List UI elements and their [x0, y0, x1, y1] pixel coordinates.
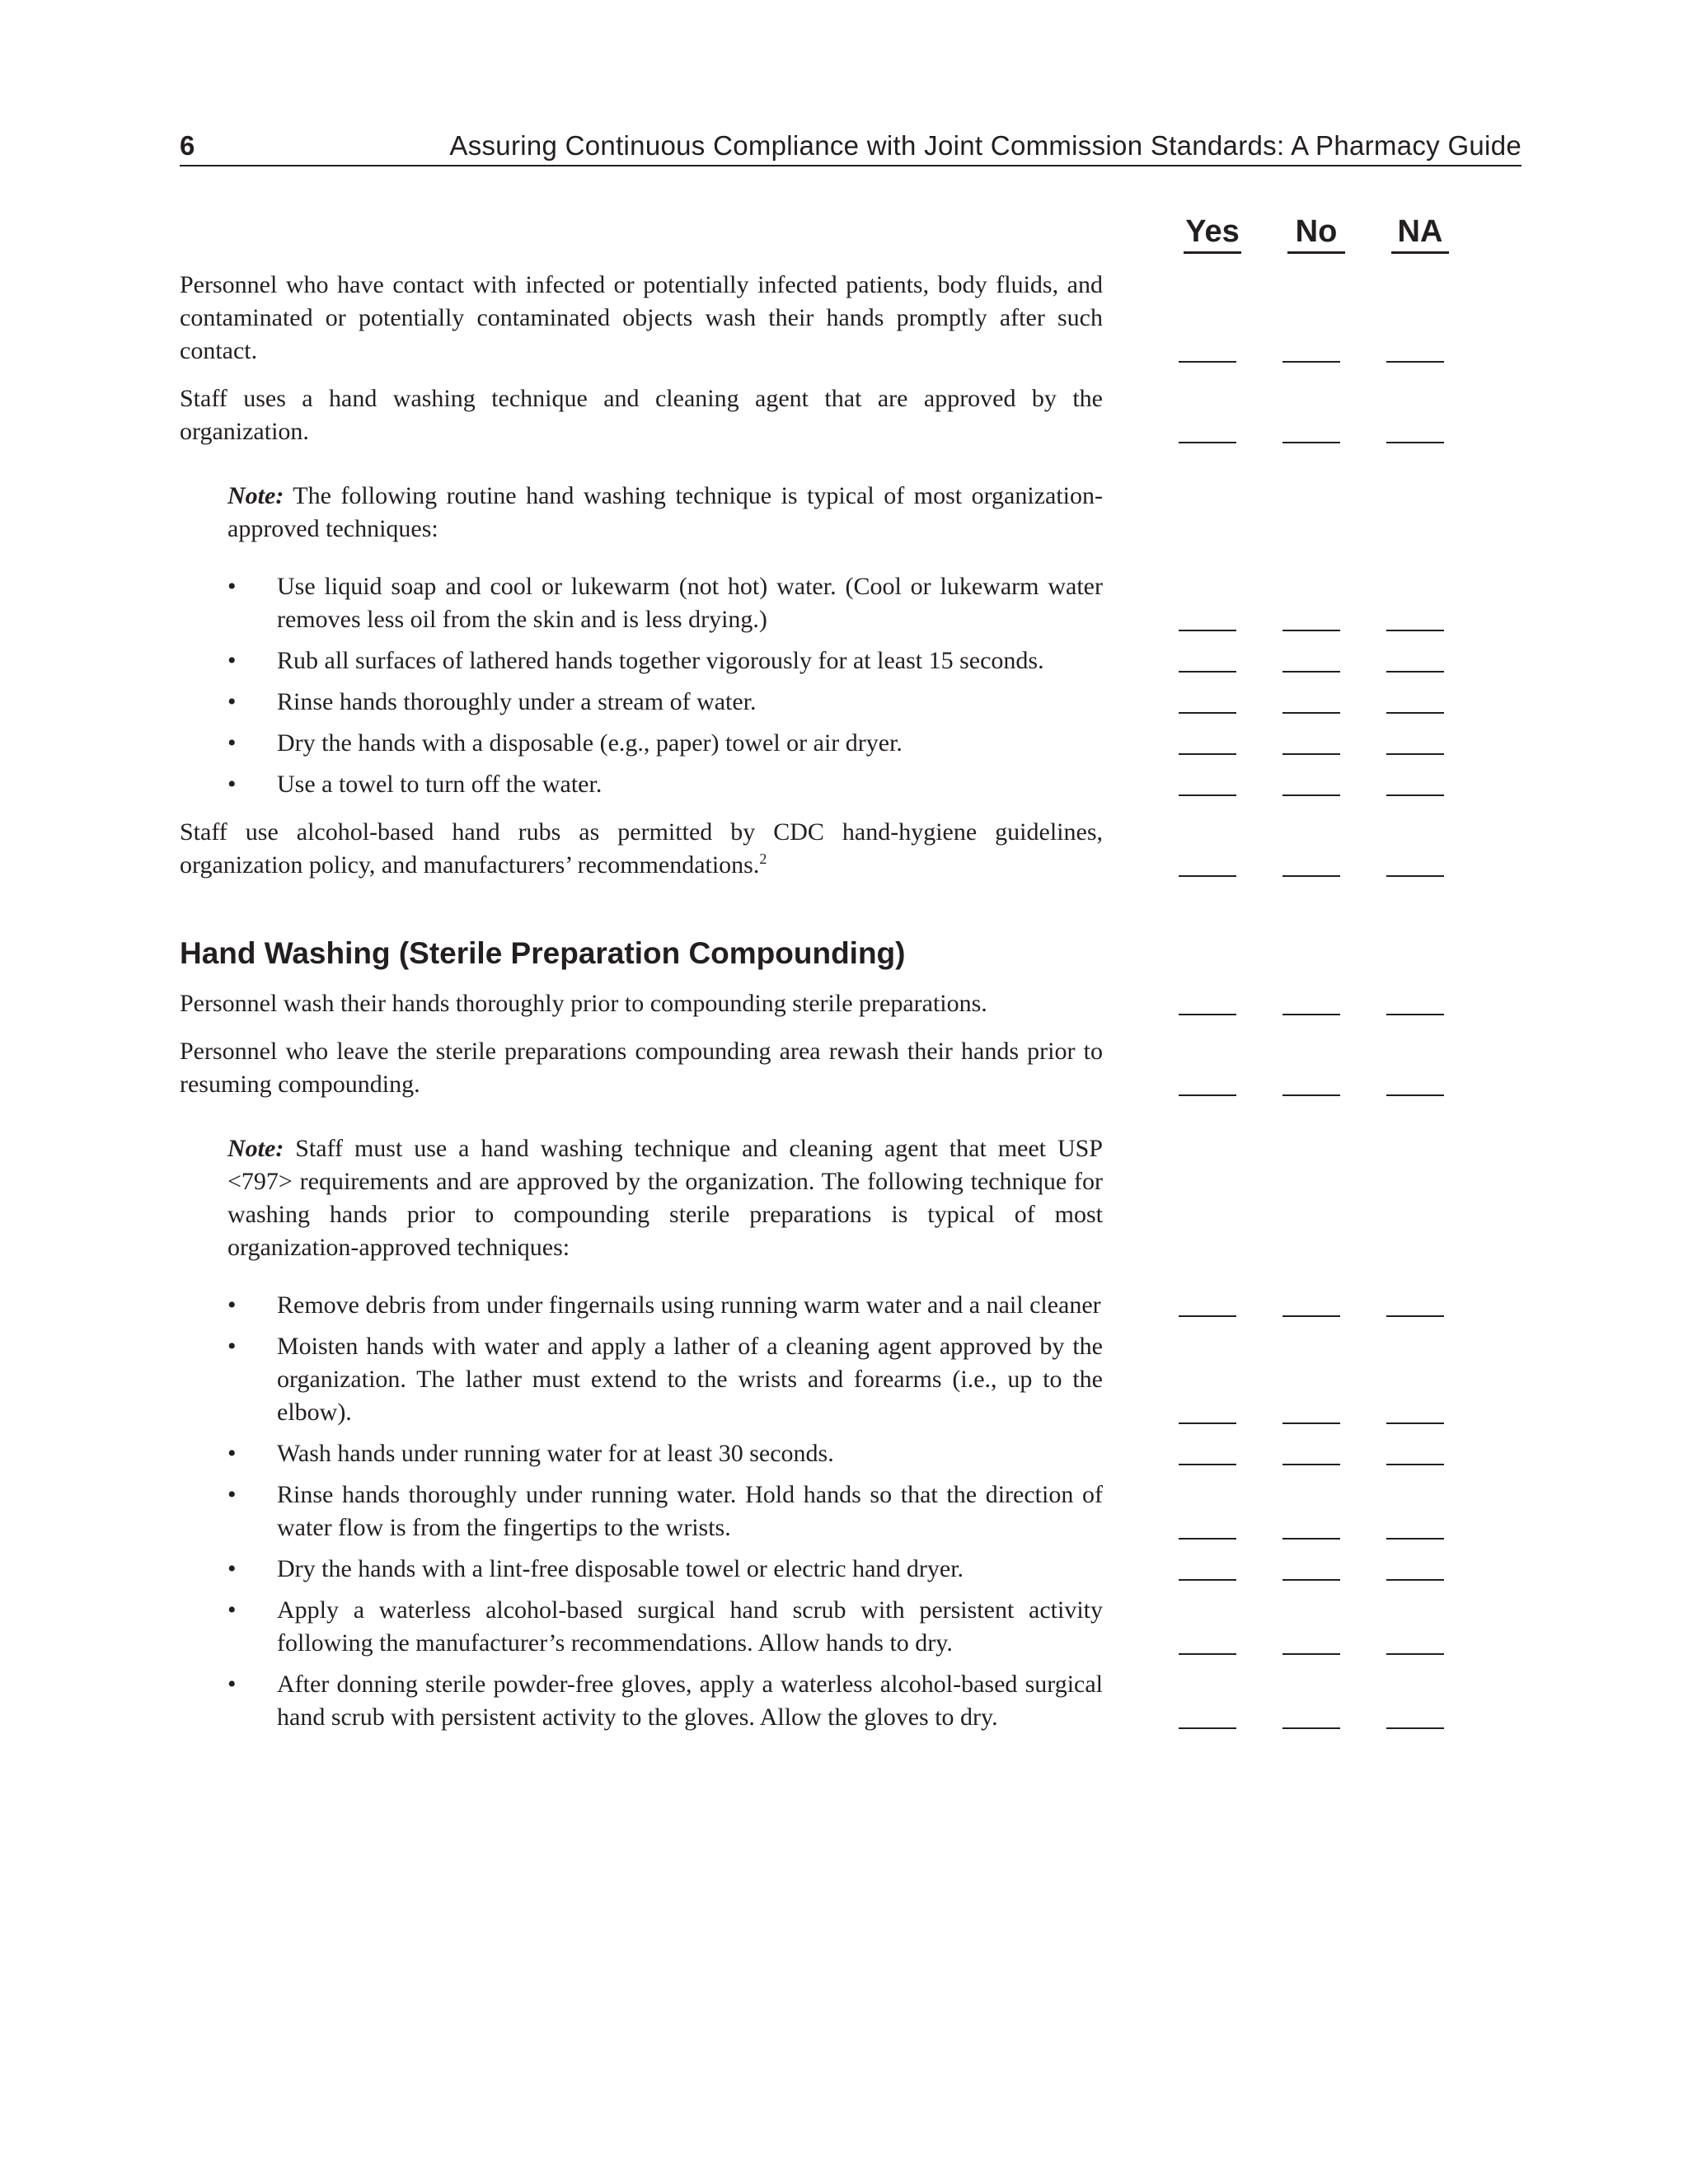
- na-blank[interactable]: [1386, 1538, 1444, 1540]
- bullet-symbol: •: [227, 1440, 237, 1467]
- note-text: The following routine hand washing technique is typical of most organization-approved techniques:: [227, 482, 1103, 542]
- bullet-symbol: •: [227, 1555, 237, 1582]
- bullet-text: Rub all surfaces of lathered hands together vigorously for at least 15 seconds.: [277, 647, 1044, 674]
- no-blank[interactable]: [1282, 361, 1340, 363]
- no-blank[interactable]: [1282, 1727, 1340, 1729]
- bullet-text: After donning sterile powder-free gloves, apply a waterless alcohol-based surgical hand scrub with persistent activity to the gloves. Allow the gloves to dry.: [277, 1671, 1103, 1731]
- note-label: Note:: [227, 1135, 284, 1162]
- bullet-item: [180, 570, 1522, 636]
- bullet-item: [180, 1553, 1522, 1586]
- column-headers: [180, 214, 1449, 254]
- yes-blank[interactable]: [1179, 1464, 1236, 1465]
- note: [180, 1132, 1103, 1264]
- no-blank[interactable]: [1282, 753, 1340, 755]
- page-number: 6: [180, 130, 195, 161]
- bullet-item: [180, 1330, 1522, 1429]
- checklist-item: [180, 987, 1522, 1020]
- yes-blank[interactable]: [1179, 361, 1236, 363]
- bullet-text: Dry the hands with a disposable (e.g., paper) towel or air dryer.: [277, 729, 903, 757]
- section-heading: Hand Washing (Sterile Preparation Compounding): [180, 936, 906, 970]
- bullet-item: [180, 727, 1522, 760]
- bullet-symbol: •: [227, 1481, 237, 1508]
- note-text: Staff must use a hand washing technique and cleaning agent that meet USP <797> requirements and are approved by the organization. The following technique for washing hands prior to compounding sterile preparations is typical of most organization-approved techniques:: [227, 1135, 1103, 1261]
- na-blank[interactable]: [1386, 1464, 1444, 1465]
- column-header-no: No: [1287, 214, 1345, 254]
- no-blank[interactable]: [1282, 1538, 1340, 1540]
- no-blank[interactable]: [1282, 875, 1340, 877]
- no-blank[interactable]: [1282, 794, 1340, 796]
- yes-blank[interactable]: [1179, 1094, 1236, 1096]
- bullet-symbol: •: [227, 647, 237, 674]
- answer-blanks: [1179, 1464, 1444, 1465]
- bullet-symbol: •: [227, 1333, 237, 1360]
- answer-blanks: [1179, 753, 1444, 755]
- item-text: Staff use alcohol-based hand rubs as permitted by CDC hand-hygiene guidelines, organization policy, and manufacturers’ recommendations.: [180, 818, 1103, 879]
- bullet-item: [180, 1594, 1522, 1660]
- bullet-text: Remove debris from under fingernails using running warm water and a nail cleaner: [277, 1291, 1101, 1319]
- no-blank[interactable]: [1282, 1014, 1340, 1015]
- answer-blanks: [1179, 712, 1444, 714]
- bullet-symbol: •: [227, 729, 237, 757]
- checklist-item: [180, 816, 1522, 882]
- yes-blank[interactable]: [1179, 753, 1236, 755]
- answer-blanks: [1179, 1538, 1444, 1540]
- na-blank[interactable]: [1386, 1653, 1444, 1655]
- bullet-item: [180, 1668, 1522, 1734]
- answer-blanks: [1179, 1579, 1444, 1581]
- na-blank[interactable]: [1386, 1014, 1444, 1015]
- note-label: Note:: [227, 482, 284, 509]
- na-blank[interactable]: [1386, 794, 1444, 796]
- bullet-item: [180, 1479, 1522, 1544]
- yes-blank[interactable]: [1179, 1538, 1236, 1540]
- na-blank[interactable]: [1386, 361, 1444, 363]
- item-text: Personnel wash their hands thoroughly prior to compounding sterile preparations.: [180, 990, 987, 1017]
- checklist-item: [180, 1035, 1522, 1101]
- yes-blank[interactable]: [1179, 1727, 1236, 1729]
- column-header-yes: Yes: [1184, 214, 1241, 254]
- answer-blanks: [1179, 671, 1444, 673]
- answer-blanks: [1179, 794, 1444, 796]
- bullet-symbol: •: [227, 1291, 237, 1319]
- answer-blanks: [1179, 1653, 1444, 1655]
- bullet-item: [180, 1437, 1522, 1470]
- yes-blank[interactable]: [1179, 1653, 1236, 1655]
- na-blank[interactable]: [1386, 712, 1444, 714]
- no-blank[interactable]: [1282, 1094, 1340, 1096]
- bullet-symbol: •: [227, 771, 237, 798]
- checklist-item: [180, 269, 1522, 368]
- na-blank[interactable]: [1386, 671, 1444, 673]
- answer-blanks: [1179, 1727, 1444, 1729]
- no-blank[interactable]: [1282, 1579, 1340, 1581]
- answer-blanks: [1179, 1422, 1444, 1424]
- bullet-text: Wash hands under running water for at least 30 seconds.: [277, 1440, 834, 1467]
- bullet-text: Use a towel to turn off the water.: [277, 771, 603, 798]
- bullet-symbol: •: [227, 1596, 237, 1624]
- yes-blank[interactable]: [1179, 671, 1236, 673]
- yes-blank[interactable]: [1179, 1315, 1236, 1317]
- answer-blanks: [1179, 442, 1444, 443]
- bullet-text: Dry the hands with a lint-free disposable towel or electric hand dryer.: [277, 1555, 964, 1582]
- bullet-symbol: •: [227, 573, 237, 600]
- yes-blank[interactable]: [1179, 630, 1236, 631]
- yes-blank[interactable]: [1179, 442, 1236, 443]
- na-blank[interactable]: [1386, 1315, 1444, 1317]
- bullet-text: Rinse hands thoroughly under running water. Hold hands so that the direction of water flow is from the fingertips to the wrists.: [277, 1481, 1103, 1541]
- na-blank[interactable]: [1386, 630, 1444, 631]
- running-title: Assuring Continuous Compliance with Joint Commission Standards: A Pharmacy Guide: [449, 130, 1522, 161]
- na-blank[interactable]: [1386, 1727, 1444, 1729]
- na-blank[interactable]: [1386, 875, 1444, 877]
- footnote-marker: 2: [759, 851, 767, 867]
- no-blank[interactable]: [1282, 630, 1340, 631]
- bullet-text: Rinse hands thoroughly under a stream of water.: [277, 688, 757, 715]
- page: [180, 124, 1522, 1734]
- no-blank[interactable]: [1282, 442, 1340, 443]
- item-text: Personnel who have contact with infected or potentially infected patients, body fluids, and contaminated or potentially contaminated objects wash their hands promptly after such contact.: [180, 271, 1103, 364]
- na-blank[interactable]: [1386, 1579, 1444, 1581]
- answer-blanks: [1179, 1315, 1444, 1317]
- page-header: [180, 124, 1522, 166]
- answer-blanks: [1179, 1014, 1444, 1015]
- no-blank[interactable]: [1282, 671, 1340, 673]
- no-blank[interactable]: [1282, 712, 1340, 714]
- yes-blank[interactable]: [1179, 712, 1236, 714]
- na-blank[interactable]: [1386, 1422, 1444, 1424]
- item-text: Personnel who leave the sterile preparations compounding area rewash their hands prior to resuming compounding.: [180, 1038, 1103, 1098]
- na-blank[interactable]: [1386, 1094, 1444, 1096]
- bullet-symbol: •: [227, 1671, 237, 1698]
- no-blank[interactable]: [1282, 1315, 1340, 1317]
- yes-blank[interactable]: [1179, 1579, 1236, 1581]
- bullet-item: [180, 686, 1522, 719]
- no-blank[interactable]: [1282, 1464, 1340, 1465]
- answer-blanks: [1179, 361, 1444, 363]
- no-blank[interactable]: [1282, 1653, 1340, 1655]
- na-blank[interactable]: [1386, 442, 1444, 443]
- bullet-symbol: •: [227, 688, 237, 715]
- yes-blank[interactable]: [1179, 794, 1236, 796]
- bullet-item: [180, 644, 1522, 677]
- na-blank[interactable]: [1386, 753, 1444, 755]
- no-blank[interactable]: [1282, 1422, 1340, 1424]
- yes-blank[interactable]: [1179, 1422, 1236, 1424]
- bullet-item: [180, 1289, 1522, 1322]
- yes-blank[interactable]: [1179, 1014, 1236, 1015]
- yes-blank[interactable]: [1179, 875, 1236, 877]
- bullet-item: [180, 768, 1522, 801]
- note: [180, 480, 1103, 546]
- checklist-item: [180, 382, 1522, 448]
- answer-blanks: [1179, 1094, 1444, 1096]
- bullet-text: Moisten hands with water and apply a lather of a cleaning agent approved by the organization. The lather must extend to the wrists and forearms (i.e., up to the elbow).: [277, 1333, 1103, 1426]
- item-text: Staff uses a hand washing technique and cleaning agent that are approved by the organization.: [180, 385, 1103, 445]
- bullet-text: Use liquid soap and cool or lukewarm (not hot) water. (Cool or lukewarm water removes less oil from the skin and is less drying.): [277, 573, 1103, 633]
- answer-blanks: [1179, 630, 1444, 631]
- column-header-na: NA: [1391, 214, 1449, 254]
- bullet-text: Apply a waterless alcohol-based surgical hand scrub with persistent activity following the manufacturer’s recommendations. Allow hands to dry.: [277, 1596, 1103, 1657]
- answer-blanks: [1179, 875, 1444, 877]
